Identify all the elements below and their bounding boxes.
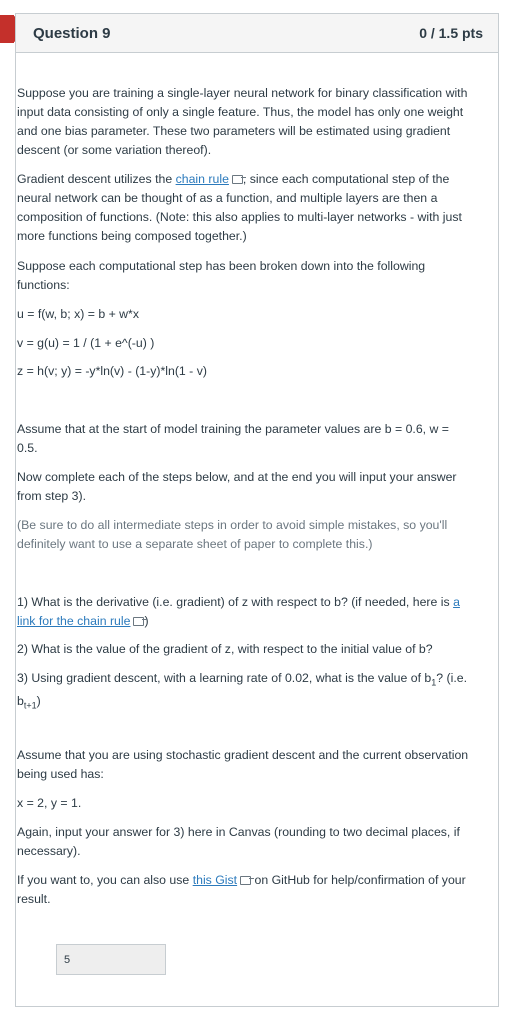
equation-v: v = g(u) = 1 / (1 + e^(-u) ): [17, 336, 155, 350]
equation-z: z = h(v; y) = -y*ln(v) - (1-y)*ln(1 - v): [17, 364, 207, 378]
step-3: 3) Using gradient descent, with a learning rate of 0.02, what is the value of $b_1$? (i.e. $b_{t+1}$): [17, 671, 468, 711]
step-1: 1) What is the derivative (i.e. gradient) of z with respect to b? (if needed, here is a link for the chain rule ): [17, 595, 460, 628]
external-link-icon: [232, 175, 243, 184]
observation-values: x = 2, y = 1.: [17, 796, 82, 810]
external-link-icon: [240, 876, 251, 885]
gist-link[interactable]: this Gist: [192, 873, 238, 887]
initial-params-paragraph: Assume that at the start of model training the parameter values are b = 0.6, w = 0.5.: [17, 422, 449, 455]
intro-paragraph: Suppose you are training a single-layer neural network for binary classification with input data consisting of only a single feature. Thus, the model has only one weight and one bias parameter. These two parameters will be estimated using gradient descent (or some variation thereof).: [17, 86, 468, 157]
question-header: [16, 14, 498, 53]
answer-instructions: Again, input your answer for 3) here in Canvas (rounding to two decimal places, if necessary).: [17, 825, 460, 858]
gist-paragraph: If you want to, you can also use this Gist on GitHub for help/confirmation of your result.: [17, 873, 466, 906]
chain-rule-link-2[interactable]: a link for the chain rule: [17, 595, 460, 628]
instructions-paragraph: Now complete each of the steps below, and at the end you will input your answer from step 3).: [17, 470, 457, 503]
observation-paragraph: Assume that you are using stochastic gradient descent and the current observation being used has:: [17, 748, 469, 781]
external-link-icon: [133, 617, 144, 626]
question-points: 0 / 1.5 pts: [419, 25, 483, 41]
functions-intro: Suppose each computational step has been broken down into the following functions:: [17, 259, 426, 292]
step-2: 2) What is the value of the gradient of z, with respect to the initial value of b?: [17, 642, 433, 656]
question-title: Question 9: [33, 24, 111, 42]
chain-rule-link[interactable]: chain rule: [175, 172, 229, 186]
equation-u: u = f(w, b; x) = b + w*x: [17, 307, 139, 321]
note-paragraph: (Be sure to do all intermediate steps in order to avoid simple mistakes, so you'll definitely want to use a separate sheet of paper to complete this.): [17, 518, 448, 551]
chain-rule-paragraph: Gradient descent utilizes the chain rule , since each computational step of the neural network can be thought of as a function, and multiple layers are then a composition of functions. (Note: this also applies to multi-layer networks - with just more functions being composed together.): [17, 172, 462, 243]
answer-input[interactable]: 5: [56, 944, 166, 975]
